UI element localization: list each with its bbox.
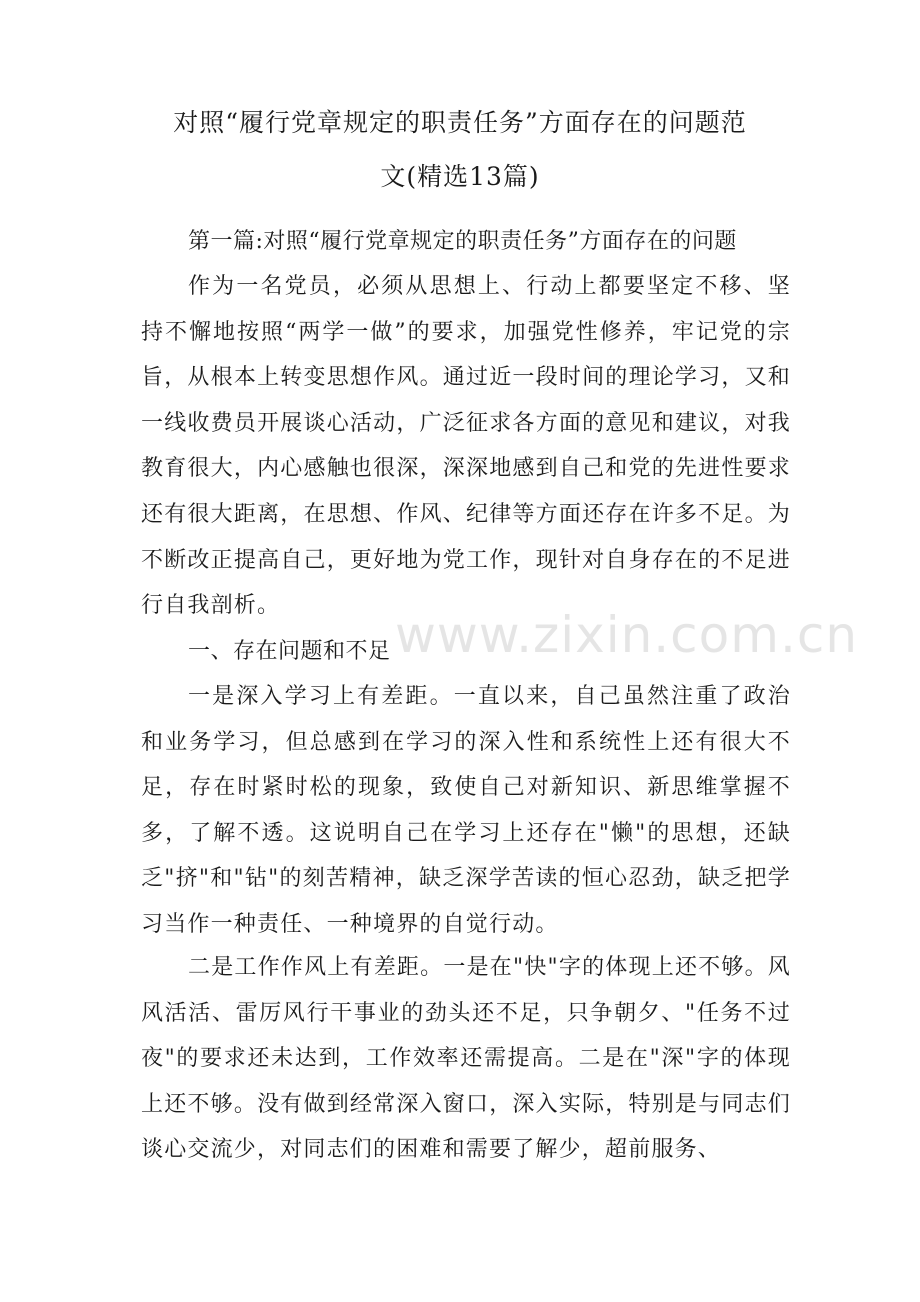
work-style-gap-paragraph: 二是工作作风上有差距。一是在"快"字的体现上还不够。风风活活、雷厉风行干事业的劲头还不足，只争朝夕、"任务不过夜"的要求还未达到，工作效率还需提高。二是在"深"字的体现上还不够。没有做到经常深入窗口，深入实际，特别是与同志们谈心交流少，对同志们的困难和需要了解少，超前服务、 bbox=[141, 955, 791, 1163]
chapter-heading: 第一篇:对照“履行党章规定的职责任务”方面存在的问题 bbox=[188, 229, 737, 254]
study-gap-paragraph: 一是深入学习上有差距。一直以来，自己虽然注重了政治和业务学习，但总感到在学习的深入性和系统性上还有很大不足，存在时紧时松的现象，致使自己对新知识、新思维掌握不多，了解不透。这说明自己在学习上还存在"懒"的思想，还缺乏"挤"和"钻"的刻苦精神，缺乏深学苦读的恒心忍劲，缺乏把学习当作一种责任、一种境界的自觉行动。 bbox=[141, 684, 791, 937]
intro-paragraph: 作为一名党员，必须从思想上、行动上都要坚定不移、坚持不懈地按照“两学一做”的要求，加强党性修养，牢记党的宗旨，从根本上转变思想作风。通过近一段时间的理论学习，又和一线收费员开展谈心活动，广泛征求各方面的意见和建议，对我教育很大，内心感触也很深，深深地感到自己和党的先进性要求还有很大距离，在思想、作风、纪律等方面还存在许多不足。为不断改正提高自己，更好地为党工作，现针对自身存在的不足进行自我剖析。 bbox=[141, 274, 791, 619]
title-line-1: 对照“履行党章规定的职责任务”方面存在的问题范 bbox=[173, 108, 747, 137]
document-title bbox=[140, 96, 780, 204]
watermark: www.zixin.com.cn bbox=[395, 606, 859, 664]
title-line-2: 文(精选13篇) bbox=[380, 162, 540, 191]
section-heading: 一、存在问题和不足 bbox=[188, 639, 391, 664]
